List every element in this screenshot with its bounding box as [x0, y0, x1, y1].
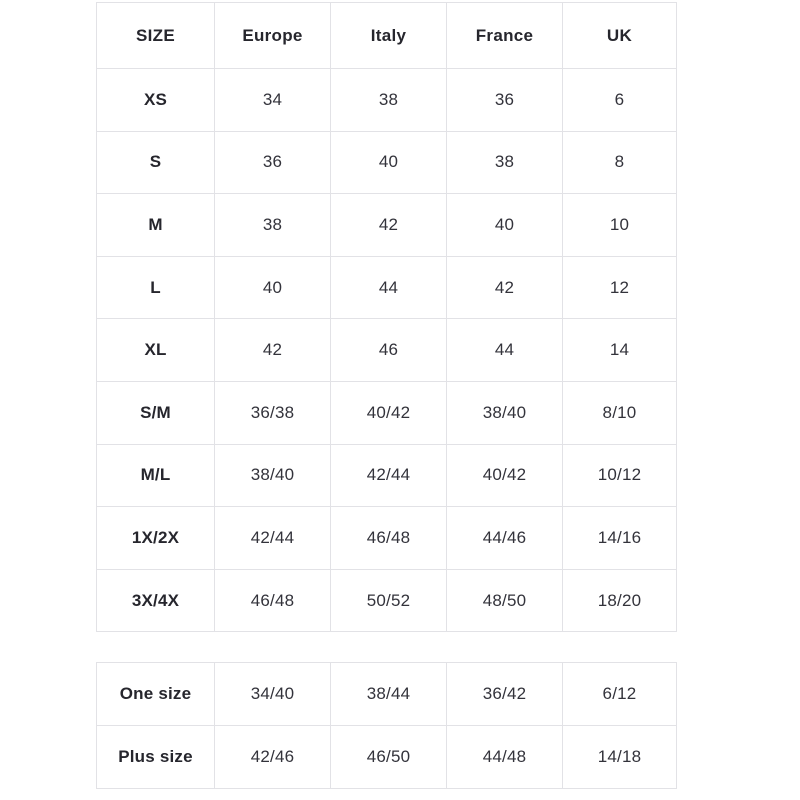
cell-france: 38/40 [447, 381, 563, 444]
cell-europe: 42 [215, 319, 331, 382]
cell-italy: 40/42 [331, 381, 447, 444]
cell-italy: 40 [331, 131, 447, 194]
row-label: XS [97, 69, 215, 132]
secondary-size-table [96, 662, 677, 789]
cell-france: 48/50 [447, 569, 563, 632]
cell-europe: 42/44 [215, 507, 331, 570]
table-row [97, 726, 677, 789]
cell-italy: 42/44 [331, 444, 447, 507]
row-label: One size [97, 663, 215, 726]
table-row [97, 194, 677, 257]
cell-italy: 50/52 [331, 569, 447, 632]
cell-europe: 38/40 [215, 444, 331, 507]
table-row [97, 444, 677, 507]
row-label: L [97, 256, 215, 319]
cell-uk: 6 [563, 69, 677, 132]
table-row [97, 569, 677, 632]
table-row [97, 256, 677, 319]
cell-uk: 14 [563, 319, 677, 382]
row-label: XL [97, 319, 215, 382]
cell-uk: 18/20 [563, 569, 677, 632]
cell-europe: 34 [215, 69, 331, 132]
table-row [97, 319, 677, 382]
row-label: S [97, 131, 215, 194]
cell-uk: 10 [563, 194, 677, 257]
cell-france: 44 [447, 319, 563, 382]
cell-italy: 38 [331, 69, 447, 132]
row-label: Plus size [97, 726, 215, 789]
cell-italy: 46/48 [331, 507, 447, 570]
cell-europe: 36/38 [215, 381, 331, 444]
cell-uk: 14/16 [563, 507, 677, 570]
cell-uk: 12 [563, 256, 677, 319]
row-label: 1X/2X [97, 507, 215, 570]
table-row [97, 381, 677, 444]
table-row [97, 131, 677, 194]
cell-uk: 8/10 [563, 381, 677, 444]
row-label: S/M [97, 381, 215, 444]
cell-italy: 46/50 [331, 726, 447, 789]
cell-italy: 38/44 [331, 663, 447, 726]
cell-france: 40 [447, 194, 563, 257]
cell-uk: 10/12 [563, 444, 677, 507]
cell-france: 44/46 [447, 507, 563, 570]
cell-europe: 36 [215, 131, 331, 194]
column-header-size: SIZE [97, 3, 215, 69]
cell-france: 36 [447, 69, 563, 132]
cell-france: 44/48 [447, 726, 563, 789]
table-row [97, 507, 677, 570]
cell-europe: 34/40 [215, 663, 331, 726]
table-row [97, 663, 677, 726]
cell-europe: 42/46 [215, 726, 331, 789]
secondary-size-table-container [96, 662, 676, 789]
cell-europe: 46/48 [215, 569, 331, 632]
table-row [97, 69, 677, 132]
column-header-italy: Italy [331, 3, 447, 69]
table-header-row [97, 3, 677, 69]
cell-italy: 44 [331, 256, 447, 319]
cell-france: 40/42 [447, 444, 563, 507]
cell-uk: 6/12 [563, 663, 677, 726]
column-header-france: France [447, 3, 563, 69]
cell-uk: 8 [563, 131, 677, 194]
cell-italy: 46 [331, 319, 447, 382]
cell-france: 36/42 [447, 663, 563, 726]
column-header-uk: UK [563, 3, 677, 69]
row-label: M [97, 194, 215, 257]
cell-france: 42 [447, 256, 563, 319]
cell-france: 38 [447, 131, 563, 194]
cell-europe: 40 [215, 256, 331, 319]
main-size-table-container [96, 2, 676, 632]
cell-italy: 42 [331, 194, 447, 257]
cell-uk: 14/18 [563, 726, 677, 789]
cell-europe: 38 [215, 194, 331, 257]
row-label: 3X/4X [97, 569, 215, 632]
main-size-table [96, 2, 677, 632]
row-label: M/L [97, 444, 215, 507]
column-header-europe: Europe [215, 3, 331, 69]
